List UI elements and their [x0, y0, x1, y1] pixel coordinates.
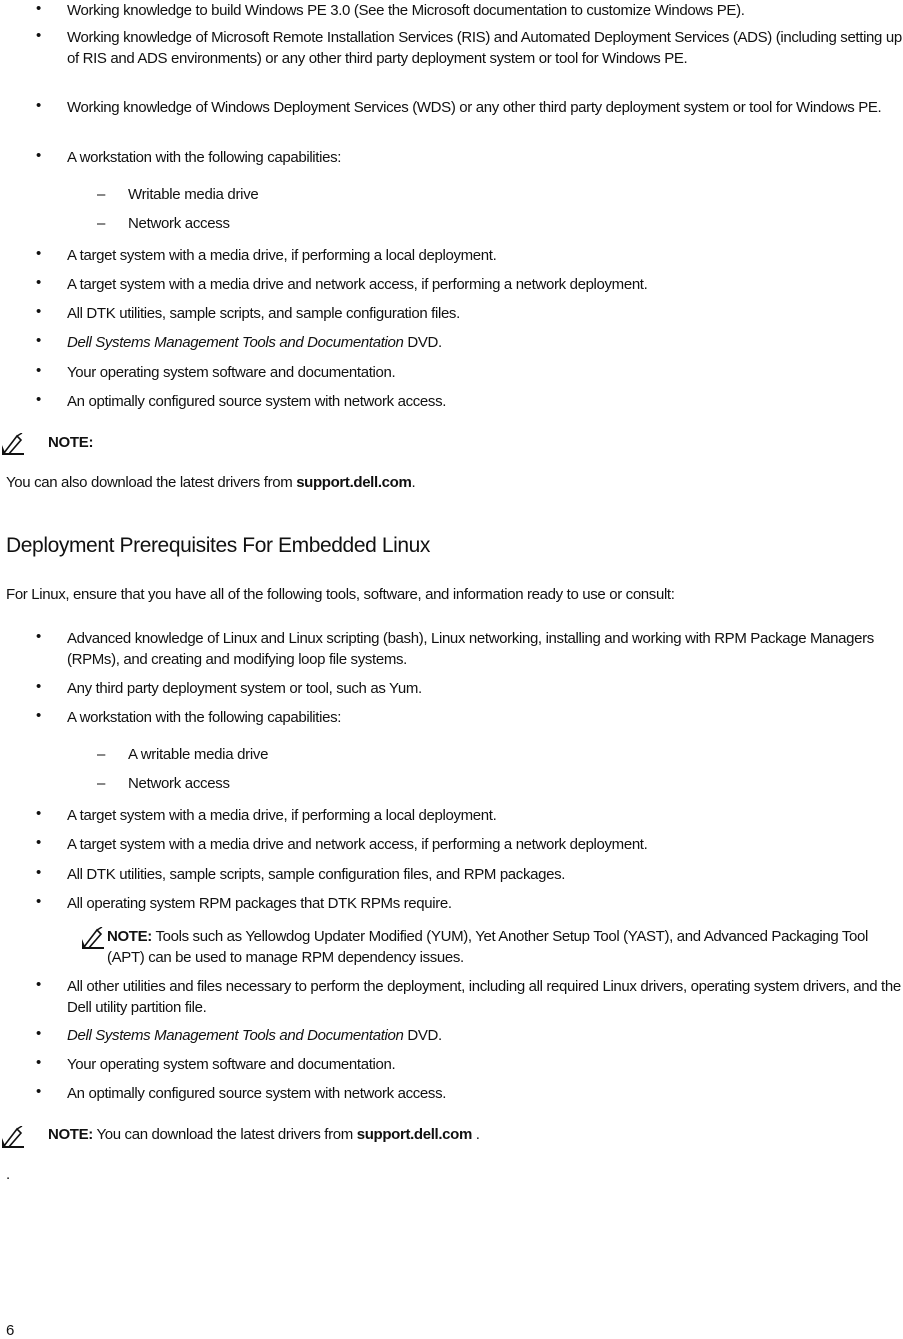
bullet: •	[36, 97, 42, 114]
bullet: •	[36, 893, 42, 910]
note-text: You can also download the latest drivers from support.dell.com.	[6, 474, 416, 491]
list-item: Your operating system software and documentation.	[67, 364, 396, 381]
bullet: •	[36, 362, 42, 379]
sub-list-item: A writable media drive	[128, 746, 269, 763]
bullet: •	[36, 147, 42, 164]
bullet: •	[36, 805, 42, 822]
list-item: A target system with a media drive and network access, if performing a network deployment.	[67, 836, 648, 853]
pencil-note-icon	[82, 927, 104, 949]
list-item: A target system with a media drive, if performing a local deployment.	[67, 807, 497, 824]
bullet: •	[36, 1054, 42, 1071]
product-title: Dell Systems Management Tools and Documentation	[67, 1027, 404, 1044]
bullet: •	[36, 245, 42, 262]
list-item: A target system with a media drive, if performing a local deployment.	[67, 247, 497, 264]
note-label: NOTE:	[107, 928, 152, 945]
sub-list-item: Network access	[128, 775, 230, 792]
trailing-dot: .	[6, 1166, 11, 1183]
bullet: •	[36, 274, 42, 291]
list-item: Working knowledge of Microsoft Remote Installation Services (RIS) and Automated Deployment Services (ADS) (including setting up of RIS and ADS environments) or any other third party deployment system or tool for Windows PE.	[67, 29, 902, 67]
bullet: •	[36, 678, 42, 695]
page-number: 6	[6, 1322, 15, 1339]
pencil-note-icon	[2, 433, 24, 455]
list-item: A workstation with the following capabilities:	[67, 709, 342, 726]
list-item: Your operating system software and documentation.	[67, 1056, 396, 1073]
dash: –	[97, 775, 106, 792]
support-link[interactable]: support.dell.com	[296, 474, 412, 491]
bullet: •	[36, 332, 42, 349]
list-item: Dell Systems Management Tools and Documentation DVD.	[67, 1027, 442, 1044]
list-item: Working knowledge to build Windows PE 3.0 (See the Microsoft documentation to customize Windows PE).	[67, 2, 745, 19]
inline-note: NOTE: Tools such as Yellowdog Updater Modified (YUM), Yet Another Setup Tool (YAST), and Advanced Packaging Tool (APT) can be used to manage RPM dependency issues.	[107, 928, 868, 966]
bullet: •	[36, 0, 42, 17]
list-item: An optimally configured source system with network access.	[67, 393, 447, 410]
bullet: •	[36, 834, 42, 851]
dash: –	[97, 215, 106, 232]
dash: –	[97, 186, 106, 203]
product-title: Dell Systems Management Tools and Documentation	[67, 334, 404, 351]
note-label: NOTE:	[48, 434, 94, 451]
list-item: A target system with a media drive and network access, if performing a network deployment.	[67, 276, 648, 293]
list-item: Advanced knowledge of Linux and Linux scripting (bash), Linux networking, installing and working with RPM Package Managers (RPMs), and creating and modifying loop file systems.	[67, 630, 874, 668]
section-intro: For Linux, ensure that you have all of the following tools, software, and information ready to use or consult:	[6, 586, 675, 603]
list-item: All DTK utilities, sample scripts, and sample configuration files.	[67, 305, 460, 322]
bullet: •	[36, 303, 42, 320]
note-label: NOTE:	[48, 1126, 93, 1143]
list-item: A workstation with the following capabilities:	[67, 149, 342, 166]
bullet: •	[36, 1083, 42, 1100]
pencil-note-icon	[2, 1126, 24, 1148]
list-item: All other utilities and files necessary to perform the deployment, including all required Linux drivers, operating system drivers, and the Dell utility partition file.	[67, 978, 901, 1016]
bullet: •	[36, 628, 42, 645]
sub-list-item: Writable media drive	[128, 186, 259, 203]
list-item: Dell Systems Management Tools and Documentation DVD.	[67, 334, 442, 351]
bullet: •	[36, 1025, 42, 1042]
section-heading: Deployment Prerequisites For Embedded Linux	[6, 534, 431, 557]
bullet: •	[36, 864, 42, 881]
list-item: Working knowledge of Windows Deployment Services (WDS) or any other third party deployment system or tool for Windows PE.	[67, 99, 882, 116]
sub-list-item: Network access	[128, 215, 230, 232]
list-item: An optimally configured source system with network access.	[67, 1085, 447, 1102]
bullet: •	[36, 707, 42, 724]
list-item: Any third party deployment system or tool, such as Yum.	[67, 680, 422, 697]
bullet: •	[36, 391, 42, 408]
note-text: NOTE: You can download the latest drivers from support.dell.com .	[48, 1126, 480, 1143]
bullet: •	[36, 976, 42, 993]
dash: –	[97, 746, 106, 763]
support-link[interactable]: support.dell.com	[356, 1126, 472, 1143]
bullet: •	[36, 27, 42, 44]
list-item: All operating system RPM packages that DTK RPMs require.	[67, 895, 452, 912]
list-item: All DTK utilities, sample scripts, sample configuration files, and RPM packages.	[67, 866, 566, 883]
